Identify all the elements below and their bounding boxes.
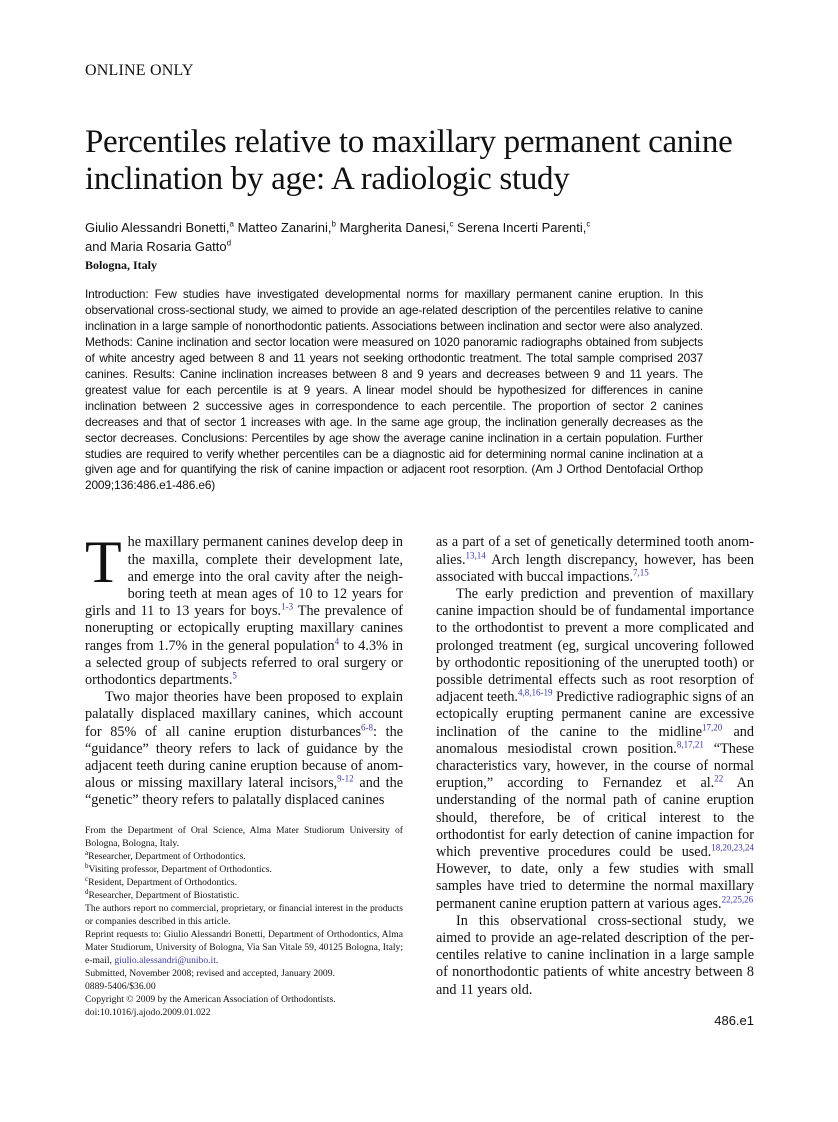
citation-reference[interactable]: 13,14	[465, 549, 486, 560]
paragraph-text: and the “genetic” theory refers to palatally displaced canines	[85, 775, 403, 809]
citation-reference[interactable]: 1-3	[281, 601, 294, 612]
email-link[interactable]: giulio.alessandri@unibo.it	[114, 955, 216, 967]
footnote-role-text: Visiting professor, Department of Orthodontics.	[88, 863, 272, 875]
article-title: Percentiles relative to maxillary permanent canine inclination by age: A radiologic study	[85, 124, 733, 197]
paragraph	[436, 534, 754, 586]
left-column	[85, 529, 403, 1019]
footnote-role	[85, 876, 403, 889]
paragraph-text: : the “guidance” theory refers to lack of guidance by the adjacent teeth during canine eruption because of anomalous or missing maxillary lateral incisors,	[85, 723, 403, 792]
citation-reference[interactable]: 22	[714, 773, 724, 784]
citation-reference[interactable]: 7,15	[633, 567, 649, 578]
author-name: Giulio Alessandri Bonetti,	[85, 220, 230, 235]
author-list	[85, 218, 725, 256]
paragraph-text: In this observational cross-sectional study, we aimed to provide an age-related description of the percentiles relative to canine inclination in a large sample of nonorthodontic patients of white ancestry between 8 and 11 years old.	[436, 912, 754, 998]
footnote-copyright: Copyright © 2009 by the American Association of Orthodontists.	[85, 994, 336, 1006]
footnote-issn: 0889-5406/$36.00	[85, 981, 156, 993]
paragraph-text: An understanding of the normal path of canine eruption should, therefore, be of critical interest to the orthodontist for early detection of canine impaction for which preventive procedures could be used.	[436, 775, 754, 861]
paragraph	[85, 529, 403, 689]
citation-reference[interactable]: 22,25,26	[721, 893, 754, 904]
author-affiliation-mark: c	[586, 219, 591, 229]
paragraph-text: as a part of a set of genetically determined tooth anomalies.	[436, 534, 754, 568]
right-column	[436, 534, 754, 1028]
footnote-submitted: Submitted, November 2008; revised and accepted, January 2009.	[85, 968, 335, 980]
paragraph-text: Predictive radiographic signs of an ectopically erupting permanent canine are excessive inclination of the canine to the midline	[436, 689, 754, 740]
paragraph-text: to 4.3% in a selected group of subjects referred to oral surgery or orthodontics departments.	[85, 637, 403, 689]
citation-reference[interactable]: 9-12	[337, 773, 354, 784]
paragraph-text: and anomalous mesiodistal crown position.	[436, 723, 754, 757]
body-column-left	[85, 529, 403, 809]
footnote-mark: a	[85, 848, 89, 857]
footnote-affiliation: From the Department of Oral Science, Alma Mater Studiorum University of Bologna, Bologna, Italy.	[85, 824, 403, 849]
paragraph-text: he maxillary permanent canines develop deep in the maxilla, complete their development late, and emerge into the oral cavity after the neighboring teeth at mean ages of 10 to 12 years for girls and 11 to 13 years for boys.	[85, 534, 403, 620]
footnotes	[85, 824, 403, 1020]
paragraph-text: Two major theories have been proposed to explain palatally displaced maxillary canines, which account for 85% of all canine eruption disturbances	[85, 689, 403, 740]
author-affiliation-mark: b	[331, 219, 336, 229]
citation-reference[interactable]: 4,8,16-19	[517, 687, 553, 698]
author-location: Bologna, Italy	[85, 258, 158, 272]
running-head: ONLINE ONLY	[85, 62, 194, 79]
period: .	[215, 955, 219, 967]
body-column-right	[436, 534, 754, 998]
paragraph-text: “These characteristics vary, however, in the course of normal eruption,” according to Fernandez et al.	[436, 740, 754, 792]
paragraph	[436, 913, 754, 999]
body-columns	[85, 529, 754, 1028]
citation-reference[interactable]: 4	[334, 635, 340, 646]
footnote-disclosure: The authors report no commercial, proprietary, or financial interest in the products or companies described in this article.	[85, 902, 403, 927]
citation-reference[interactable]: 8,17,21	[676, 739, 704, 750]
paragraph-text: However, to date, only a few studies with small samples have tried to determine the normal maxillary permanent canine eruption pattern at various ages.	[436, 861, 754, 912]
author-affiliation-mark: a	[229, 219, 234, 229]
author-name: Matteo Zanarini,	[233, 220, 332, 235]
footnote-role-text: Researcher, Department of Biostatistic.	[88, 889, 240, 901]
page-number: 486.e1	[714, 1012, 754, 1028]
citation-reference[interactable]: 5	[232, 670, 237, 681]
author-name: Margherita Danesi,	[335, 220, 450, 235]
footnote-reprint	[85, 928, 403, 967]
citation-reference[interactable]: 6-8	[361, 721, 374, 732]
footnote-doi[interactable]: doi:10.1016/j.ajodo.2009.01.022	[85, 1007, 211, 1019]
footnote-role	[85, 850, 403, 863]
paragraph-text: The prevalence of nonerupting or ectopically erupting maxillary canines ranges from 1.7% in the general population	[85, 603, 403, 654]
footnote-role-text: Resident, Department of Orthodontics.	[88, 876, 238, 888]
footnote-role	[85, 889, 403, 902]
footnote-role-text: Researcher, Department of Orthodontics.	[88, 850, 246, 862]
abstract: Introduction: Few studies have investigated developmental norms for maxillary permanent canine eruption. In this observational cross-sectional study, we aimed to provide an age-related description of the percentiles relative to canine inclination in a large sample of nonorthodontic patients. Associations between inclination and sector were also analyzed. Methods: Canine inclination and sector location were measured on 1020 panoramic radiographs obtained from subjects of white ancestry aged between 8 and 11 years not seeking orthodontic treatment. The total sample comprised 2037 canines. Results: Canine inclination increases between 8 and 9 years and decreases between 9 and 11 years. The greatest value for each percentile is at 9 years. A linear model should be hypothesized for differences in canine inclination between 2 successive ages in correspondence to each percentile. The proportion of sector 2 canines decreases and that of sector 1 increases with age. In the same age group, the inclination generally decreases as the sector decreases. Conclusions: Percentiles by age show the average canine inclination in a certain population. Further studies are required to verify whether percentiles can be a diagnostic aid for determining normal canine inclination at a given age and for quantifying the risk of canine impaction or adjacent root resorption. (Am J Orthod Dentofacial Orthop 2009;136:486.e1-486.e6)	[85, 287, 703, 493]
citation-reference[interactable]: 17,20	[702, 721, 723, 732]
reprint-text: Reprint requests to: Giulio Alessandri Bonetti, Department of Orthodontics, Alma Mater Studiorum, University of Bologna, Via San Vitale 59, 40125 Bologna, Italy; e-mail,	[85, 929, 403, 967]
footnote-mark: d	[85, 887, 89, 896]
author-affiliation-mark: d	[226, 238, 232, 248]
footnote-mark: b	[85, 861, 89, 870]
footnote-mark: c	[85, 874, 89, 883]
citation-reference[interactable]: 18,20,23,24	[711, 842, 754, 853]
paragraph-text: The early prediction and prevention of maxillary canine impaction should be of fundamental importance to the orthodontist to prevent a more complicated and prolonged treatment (eg, surgical uncovering followed by orthodontic repositioning of the unerupted tooth) or possible detrimental effects such as root resorption of adjacent teeth.	[436, 586, 754, 706]
footnote-role	[85, 863, 403, 876]
drop-cap: T	[85, 529, 122, 596]
author-name: Serena Incerti Parenti,	[453, 220, 587, 235]
paragraph	[436, 586, 754, 913]
author-affiliation-mark: c	[449, 219, 454, 229]
paragraph	[85, 689, 403, 809]
paragraph-text: Arch length discrepancy, however, has been associated with buccal impactions.	[436, 551, 754, 585]
author-name: and Maria Rosaria Gatto	[85, 239, 227, 254]
